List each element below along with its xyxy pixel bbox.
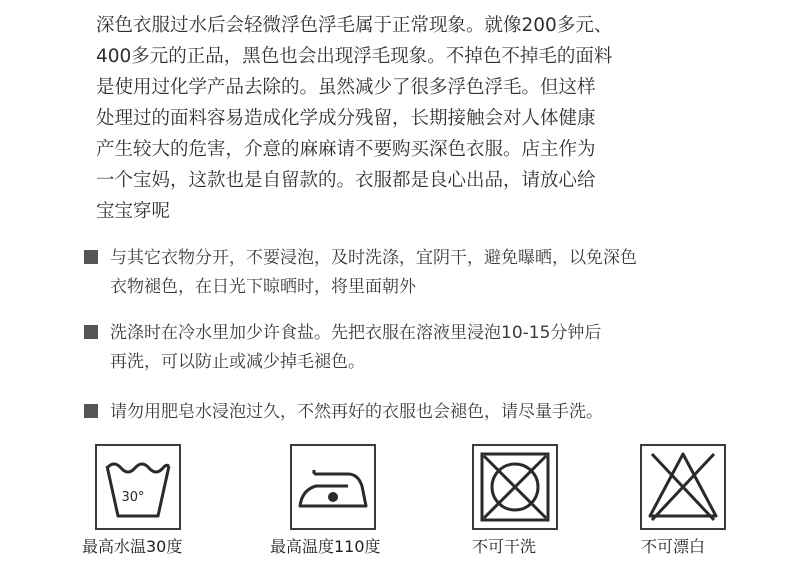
- care-symbol-label: 不可漂白: [641, 537, 706, 556]
- intro-line: 宝宝穿呢: [96, 201, 171, 222]
- care-tip: [84, 319, 724, 377]
- wash-temperature: 30°: [121, 490, 145, 505]
- care-tip-text: [110, 398, 724, 427]
- care-tip: [84, 244, 724, 302]
- intro-line: 产生较大的危害，介意的麻麻请不要购买深色衣服。店主作为: [96, 139, 596, 160]
- care-tip-line: 请勿用肥皂水浸泡过久，不然再好的衣服也会褪色，请尽量手洗。: [110, 402, 603, 422]
- care-tip-line: 洗涤时在冷水里加少许食盐。先把衣服在溶液里浸泡10-15分钟后: [110, 323, 602, 343]
- intro-paragraph: [96, 10, 706, 227]
- care-tip-text: [110, 244, 724, 302]
- care-tip-line: 再洗，可以防止或减少掉毛褪色。: [110, 352, 365, 372]
- intro-line: 是使用过化学产品去除的。虽然减少了很多浮色浮毛。但这样: [96, 77, 596, 98]
- care-symbol-label: 不可干洗: [472, 537, 537, 556]
- wash-30-icon: [95, 444, 181, 530]
- care-tip-line: 与其它衣物分开，不要浸泡，及时洗涤，宜阴干，避免曝晒，以免深色: [110, 248, 637, 268]
- no-bleach-icon: [640, 444, 726, 530]
- care-symbol-no-bleach: [627, 444, 797, 579]
- care-symbol-no-dry: [460, 444, 630, 579]
- square-bullet-icon: [84, 250, 98, 264]
- intro-line: 深色衣服过水后会轻微浮色浮毛属于正常现象。就像200多元、: [96, 15, 613, 36]
- square-bullet-icon: [84, 325, 98, 339]
- iron-110-icon: [290, 444, 376, 530]
- care-tip: [84, 398, 724, 427]
- care-symbol-iron: [270, 444, 440, 579]
- intro-line: 一个宝妈，这款也是自留款的。衣服都是良心出品，请放心给: [96, 170, 596, 191]
- care-tip-line: 衣物褪色，在日光下晾晒时，将里面朝外: [110, 277, 416, 297]
- care-symbol-label: 最高水温30度: [82, 537, 183, 556]
- care-symbol-label: 最高温度110度: [270, 537, 381, 556]
- care-symbol-wash: [82, 444, 252, 579]
- square-bullet-icon: [84, 404, 98, 418]
- no-tumble-dry-icon: [472, 444, 558, 530]
- care-tip-text: [110, 319, 724, 377]
- intro-line: 400多元的正品，黑色也会出现浮毛现象。不掉色不掉毛的面料: [96, 46, 613, 67]
- intro-line: 处理过的面料容易造成化学成分残留，长期接触会对人体健康: [96, 108, 596, 129]
